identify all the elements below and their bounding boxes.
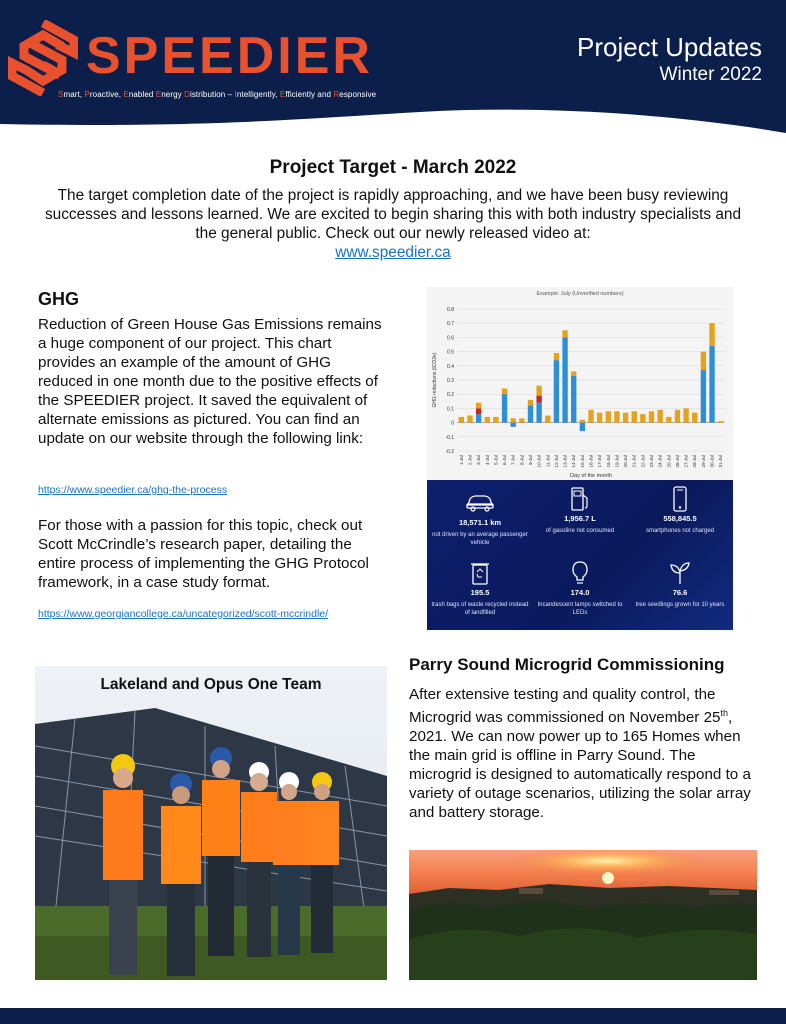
car-icon xyxy=(465,490,495,512)
x-tick-label: 15-Jul xyxy=(579,455,585,468)
chart-bar xyxy=(701,352,706,370)
x-tick-label: 27-Jul xyxy=(683,455,689,468)
speedier-logo-icon xyxy=(8,20,78,96)
chart-bar xyxy=(502,389,507,395)
x-tick-label: 25-Jul xyxy=(666,455,672,468)
x-tick-label: 26-Jul xyxy=(674,455,680,468)
chart-bar xyxy=(545,416,550,423)
ghg-body: Reduction of Green House Gas Emissions remains a huge component of our project. This chart provides an example of the amount of GHG reduced in one month due to the positive effects of the SPEEDIER project. It saved the equivalent of alternate emissions as pictured. You can find an update on our website through the following link: xyxy=(38,316,382,447)
tagline-text: mart, xyxy=(63,90,85,99)
chart-bar xyxy=(571,371,576,375)
tagline-text: ntelligently, xyxy=(236,90,280,99)
chart-bar xyxy=(502,394,507,422)
microgrid-body-text-2: , 2021. We can now power up to 165 Homes when the main grid is offline in Parry Sound. The microgrid is designed to automatically respond to a variety of outage scenarios, utilizing the solar array and battery storage. xyxy=(409,709,751,822)
chart-bar xyxy=(588,410,593,423)
x-tick-label: 18-Jul xyxy=(605,455,611,468)
x-tick-label: 8-Jul xyxy=(519,455,525,465)
x-tick-label: 2-Jul xyxy=(467,455,473,465)
y-tick-label: 0.5 xyxy=(447,349,454,356)
microgrid-heading: Parry Sound Microgrid Commissioning xyxy=(409,655,725,674)
chart-title: Example: July (Unverified numbers) xyxy=(536,291,624,297)
equivalency-label: not driven by an average passenger vehicle xyxy=(432,532,528,546)
newsletter-season: Winter 2022 xyxy=(659,64,762,85)
tagline-text: nergy xyxy=(161,90,185,99)
fuel-pump-icon xyxy=(569,486,591,512)
parry-sound-sunset-photo xyxy=(409,850,757,980)
tagline-initial: P xyxy=(84,90,90,99)
chart-bar xyxy=(476,403,481,409)
x-tick-label: 19-Jul xyxy=(614,455,620,468)
chart-bar xyxy=(597,413,602,423)
tagline-initial: E xyxy=(279,90,286,99)
ghg-chart xyxy=(427,287,733,480)
x-tick-label: 13-Jul xyxy=(562,455,568,468)
chart-bar xyxy=(580,423,585,432)
microgrid-body-ordinal: th xyxy=(720,708,728,718)
y-tick-label: 0.3 xyxy=(447,378,454,384)
chart-bar xyxy=(614,411,619,422)
ghg-equivalencies-panel xyxy=(427,480,733,630)
recycle-bin-icon xyxy=(469,560,491,586)
x-tick-label: 10-Jul xyxy=(536,455,542,468)
research-paper-link[interactable]: https://www.georgiancollege.ca/uncategorized/scott-mccrindle/ xyxy=(38,608,329,620)
tagline-initial: E xyxy=(155,90,162,99)
chart-bar xyxy=(467,416,472,423)
seedling-icon xyxy=(668,560,692,586)
smartphone-icon xyxy=(672,486,688,512)
x-tick-label: 30-Jul xyxy=(709,455,715,468)
newsletter-title: Project Updates xyxy=(577,32,762,62)
tagline-initial: E xyxy=(123,90,129,99)
x-tick-label: 23-Jul xyxy=(649,455,655,468)
chart-bar xyxy=(649,411,654,422)
page-header xyxy=(0,0,786,150)
tagline-initial: S xyxy=(58,90,64,99)
equivalency-item xyxy=(630,486,730,535)
x-tick-label: 28-Jul xyxy=(692,455,698,468)
tagline-text: esponsive xyxy=(339,90,377,99)
chart-bar xyxy=(562,330,567,337)
chart-bar xyxy=(709,346,714,423)
equivalency-value: 558,845.5 xyxy=(663,514,697,523)
chart-bar xyxy=(519,418,524,422)
chart-bar xyxy=(701,370,706,423)
ghg-heading: GHG xyxy=(38,289,80,309)
brand-wordmark: SPEEDIER xyxy=(86,27,373,85)
chart-bar xyxy=(536,396,541,403)
equivalency-label: Incandescent lamps switched to LEDs xyxy=(537,602,623,616)
microgrid-body xyxy=(409,685,759,822)
x-tick-label: 20-Jul xyxy=(623,455,629,468)
chart-bar xyxy=(485,417,490,423)
chart-bar xyxy=(580,420,585,423)
equivalency-label: smartphones not charged xyxy=(645,528,715,534)
chart-bar xyxy=(476,414,481,423)
x-tick-label: 17-Jul xyxy=(597,455,603,468)
x-tick-label: 9-Jul xyxy=(527,455,533,465)
chart-bar xyxy=(718,421,723,422)
x-tick-label: 21-Jul xyxy=(631,455,637,468)
x-tick-label: 3-Jul xyxy=(476,455,482,465)
chart-bar xyxy=(536,386,541,396)
y-tick-label: 0.7 xyxy=(447,321,454,328)
y-tick-label: 0.1 xyxy=(447,406,454,413)
ghg-process-link[interactable]: https://www.speedier.ca/ghg-the-process xyxy=(38,484,228,496)
x-tick-label: 1-Jul xyxy=(458,455,464,465)
x-tick-label: 14-Jul xyxy=(571,455,577,468)
equivalency-label: tree seedlings grown for 10 years xyxy=(635,602,725,608)
equivalency-item xyxy=(630,560,730,609)
x-tick-label: 4-Jul xyxy=(484,455,490,465)
y-tick-label: -0.1 xyxy=(445,434,454,441)
ghg-chart-svg xyxy=(427,287,733,480)
x-tick-label: 16-Jul xyxy=(588,455,594,468)
chart-bar xyxy=(562,337,567,422)
equivalency-item xyxy=(530,486,630,535)
x-tick-label: 7-Jul xyxy=(510,455,516,465)
y-tick-label: 0.2 xyxy=(447,392,454,399)
tagline-initial: R xyxy=(333,90,340,99)
chart-bar xyxy=(528,400,533,406)
x-tick-label: 22-Jul xyxy=(640,455,646,468)
chart-bar xyxy=(571,376,576,423)
x-tick-label: 31-Jul xyxy=(718,455,724,468)
speedier-website-link[interactable]: www.speedier.ca xyxy=(335,244,451,261)
chart-bar xyxy=(657,410,662,423)
equivalency-item xyxy=(430,560,530,617)
tagline-text: roactive, xyxy=(89,90,124,99)
equivalency-item xyxy=(530,560,630,617)
sunset-image xyxy=(409,850,757,980)
equivalency-value: 174.0 xyxy=(570,588,590,597)
y-tick-label: 0.6 xyxy=(447,335,454,342)
chart-bar xyxy=(606,411,611,422)
chart-bar xyxy=(683,408,688,422)
chart-bar xyxy=(493,417,498,423)
x-tick-label: 12-Jul xyxy=(553,455,559,468)
chart-bar xyxy=(511,418,516,422)
equivalency-value: 18,571.1 km xyxy=(458,518,502,527)
chart-bar xyxy=(666,417,671,423)
chart-bar xyxy=(511,423,516,427)
equivalency-item xyxy=(430,490,530,547)
project-target-heading: Project Target - March 2022 xyxy=(269,157,517,178)
chart-bar xyxy=(675,410,680,423)
chart-bar xyxy=(554,360,559,422)
equivalency-value: 195.5 xyxy=(470,588,490,597)
chart-bar xyxy=(640,414,645,423)
team-photo-caption: Lakeland and Opus One Team xyxy=(100,676,322,693)
chart-bar xyxy=(536,403,541,423)
y-tick-label: 0.8 xyxy=(447,307,454,313)
chart-bar xyxy=(476,408,481,414)
tagline-text: nabled xyxy=(128,90,156,99)
x-tick-label: 11-Jul xyxy=(545,455,551,468)
chart-bar xyxy=(632,411,637,422)
equivalency-value: 1,956.7 L xyxy=(564,514,596,523)
y-tick-label: 0 xyxy=(451,420,454,427)
chart-bar xyxy=(709,323,714,346)
x-axis-label: Day of the month xyxy=(570,473,612,479)
chart-bar xyxy=(459,417,464,423)
page-footer-bar xyxy=(0,1008,786,1024)
lightbulb-icon xyxy=(570,560,590,586)
chart-bar xyxy=(692,413,697,423)
equivalency-label: of gasoline not consumed xyxy=(545,528,615,534)
x-tick-label: 5-Jul xyxy=(493,455,499,465)
x-tick-label: 29-Jul xyxy=(700,455,706,468)
tagline-initial: D xyxy=(184,90,190,99)
chart-bar xyxy=(623,413,628,423)
tagline-text: istribution – xyxy=(189,90,235,99)
chart-bar xyxy=(554,353,559,360)
team-photo-image xyxy=(35,666,387,980)
tagline-text: fficiently and xyxy=(285,90,334,99)
chart-bar xyxy=(528,406,533,423)
y-tick-label: -0.2 xyxy=(445,449,454,455)
ghg-research-body: For those with a passion for this topic, check out Scott McCrindle’s research paper, detailing the entire process of implementing the GHG Protocol framework, in a case study format. xyxy=(38,517,369,591)
x-tick-label: 6-Jul xyxy=(502,455,508,465)
project-target-body: The target completion date of the project is rapidly approaching, and we have been busy reviewing successes and lessons learned. We are excited to begin sharing this with both industry specialists and the general public. Check out our newly released video at: xyxy=(44,187,742,242)
equivalency-label: trash bags of waste recycled instead of landfilled xyxy=(431,602,529,616)
tagline-initial: I xyxy=(234,90,237,99)
brand-tagline xyxy=(58,90,376,99)
team-photo xyxy=(35,666,387,980)
x-tick-label: 24-Jul xyxy=(657,455,663,468)
y-tick-label: 0.4 xyxy=(447,363,454,370)
equivalency-value: 76.6 xyxy=(672,588,688,597)
y-axis-label: GHG reductions (tCO2e) xyxy=(432,352,438,408)
microgrid-body-text: After extensive testing and quality control, the Microgrid was commissioned on November 25 xyxy=(409,686,721,727)
